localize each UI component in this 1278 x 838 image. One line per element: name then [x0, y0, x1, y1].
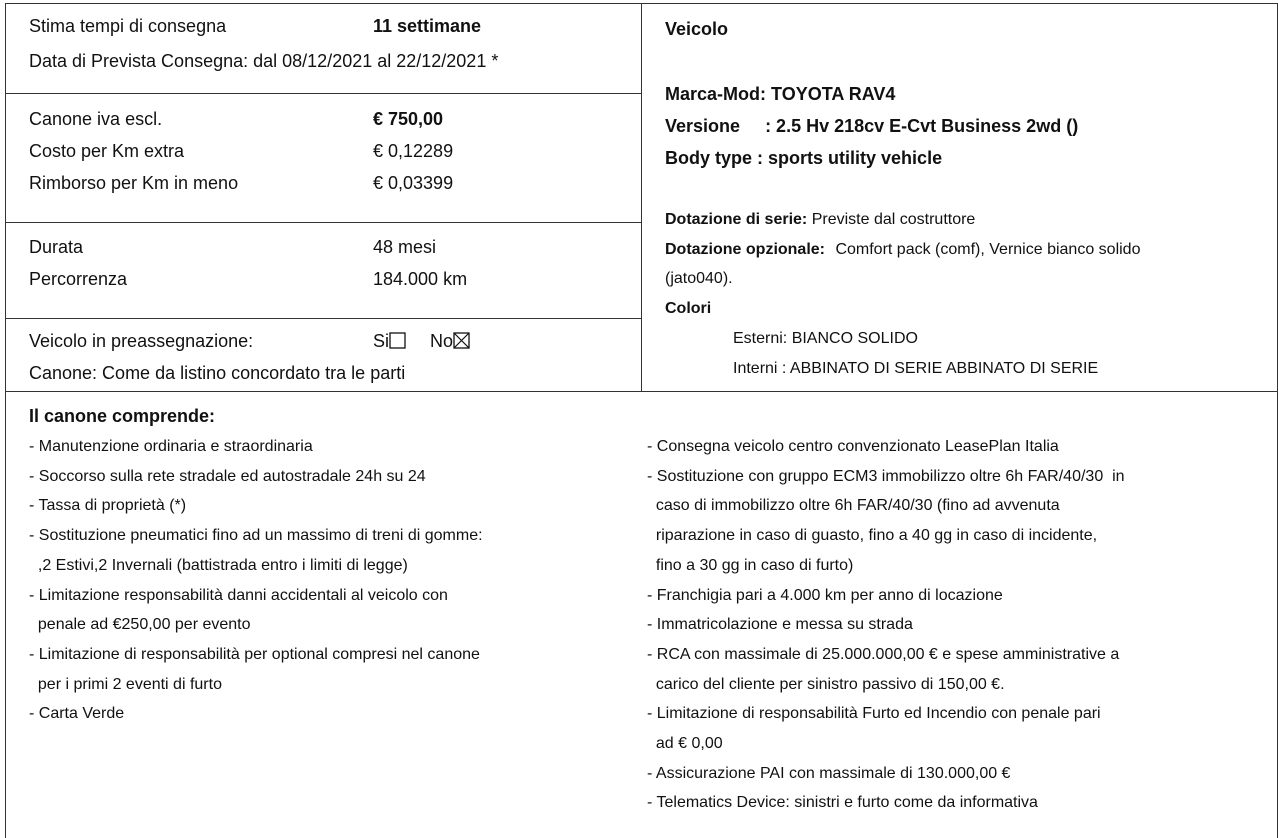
include-item: carico del cliente per sinistro passivo di 150,00 €.: [647, 675, 1005, 693]
make-value: TOYOTA RAV4: [771, 84, 896, 104]
includes-heading: Il canone comprende:: [29, 406, 216, 426]
standard-value: Previste dal costruttore: [811, 211, 976, 228]
delivery-estimate-label: Stima tempi di consegna: [29, 16, 227, 36]
include-item: - Limitazione di responsabilità per optional compresi nel canone: [29, 645, 480, 663]
optional-label: Dotazione opzionale:: [665, 241, 825, 258]
mileage-value: 184.000 km: [373, 269, 468, 289]
include-item: - Carta Verde: [29, 705, 125, 723]
refund-km-value: € 0,03399: [373, 173, 454, 193]
version-label: Versione: [665, 116, 741, 136]
si-checkbox[interactable]: [389, 332, 406, 349]
make-label: Marca-Mod:: [665, 84, 767, 104]
include-item: - Franchigia pari a 4.000 km per anno di locazione: [647, 586, 1003, 604]
preassign-options: [373, 331, 470, 352]
preassign-label: Veicolo in preassegnazione:: [29, 331, 254, 351]
body-value: : sports utility vehicle: [757, 148, 943, 168]
vehicle-version: [665, 116, 1078, 137]
include-item: caso di immobilizzo oltre 6h FAR/40/30 (fino ad avvenuta: [647, 497, 1060, 515]
divider-delivery: [5, 93, 641, 94]
delivery-estimate-value: 11 settimane: [373, 16, 482, 36]
vehicle-body: [665, 148, 942, 169]
include-item: - Immatricolazione e messa su strada: [647, 616, 913, 634]
extra-km-label: Costo per Km extra: [29, 141, 185, 161]
frame-left: [5, 3, 6, 838]
fee-value: € 750,00: [373, 109, 444, 129]
include-item: - Sostituzione con gruppo ECM3 immobilizzo oltre 6h FAR/40/30 in: [647, 467, 1125, 485]
divider-includes: [5, 391, 1278, 392]
divider-pricing: [5, 222, 641, 223]
include-item: ,2 Estivi,2 Invernali (battistrada entro i limiti di legge): [29, 556, 408, 574]
vehicle-heading: Veicolo: [665, 19, 729, 39]
standard-label: Dotazione di serie:: [665, 211, 808, 228]
no-label: No: [430, 331, 454, 351]
extra-km-value: € 0,12289: [373, 141, 454, 161]
vehicle-make: [665, 84, 895, 105]
colors-label: Colori: [665, 300, 712, 317]
optional-value-cont: (jato040).: [665, 270, 733, 287]
no-checkbox[interactable]: [453, 332, 470, 349]
fee-note: Canone: Come da listino concordato tra le parti: [29, 363, 406, 383]
exterior-color: Esterni: BIANCO SOLIDO: [733, 330, 918, 347]
include-item: - Limitazione responsabilità danni accidentali al veicolo con: [29, 586, 448, 604]
si-label: Si: [373, 331, 390, 351]
fee-label: Canone iva escl.: [29, 109, 163, 129]
include-item: - Limitazione di responsabilità Furto ed Incendio con penale pari: [647, 705, 1101, 723]
duration-value: 48 mesi: [373, 237, 437, 257]
include-item: - Assicurazione PAI con massimale di 130.000,00 €: [647, 764, 1011, 782]
include-item: - Tassa di proprietà (*): [29, 497, 187, 515]
include-item: - RCA con massimale di 25.000.000,00 € e spese amministrative a: [647, 645, 1120, 663]
include-item: - Consegna veicolo centro convenzionato LeasePlan Italia: [647, 438, 1059, 455]
include-item: fino a 30 gg in caso di furto): [647, 556, 854, 574]
include-item: - Soccorso sulla rete stradale ed autostradale 24h su 24: [29, 467, 426, 485]
include-item: riparazione in caso di guasto, fino a 40 gg in caso di incidente,: [647, 527, 1098, 545]
delivery-date: Data di Prevista Consegna: dal 08/12/2021 al 22/12/2021 *: [29, 51, 499, 71]
include-item: - Sostituzione pneumatici fino ad un massimo di treni di gomme:: [29, 527, 483, 545]
version-value: : 2.5 Hv 218cv E-Cvt Business 2wd (): [765, 116, 1079, 136]
column-divider: [641, 3, 642, 391]
include-item: penale ad €250,00 per evento: [29, 616, 251, 634]
mileage-label: Percorrenza: [29, 269, 128, 289]
include-item: ad € 0,00: [647, 735, 723, 752]
refund-km-label: Rimborso per Km in meno: [29, 173, 239, 193]
include-item: - Manutenzione ordinaria e straordinaria: [29, 438, 313, 455]
optional-equipment: [665, 241, 1140, 259]
include-item: - Telematics Device: sinistri e furto come da informativa: [647, 794, 1038, 812]
interior-color: Interni : ABBINATO DI SERIE ABBINATO DI SERIE: [733, 360, 1099, 377]
include-item: per i primi 2 eventi di furto: [29, 675, 222, 693]
optional-value: Comfort pack (comf), Vernice bianco solido: [835, 241, 1141, 258]
standard-equipment: [665, 211, 975, 229]
duration-label: Durata: [29, 237, 84, 257]
divider-contract: [5, 318, 641, 319]
body-label: Body type: [665, 148, 753, 168]
